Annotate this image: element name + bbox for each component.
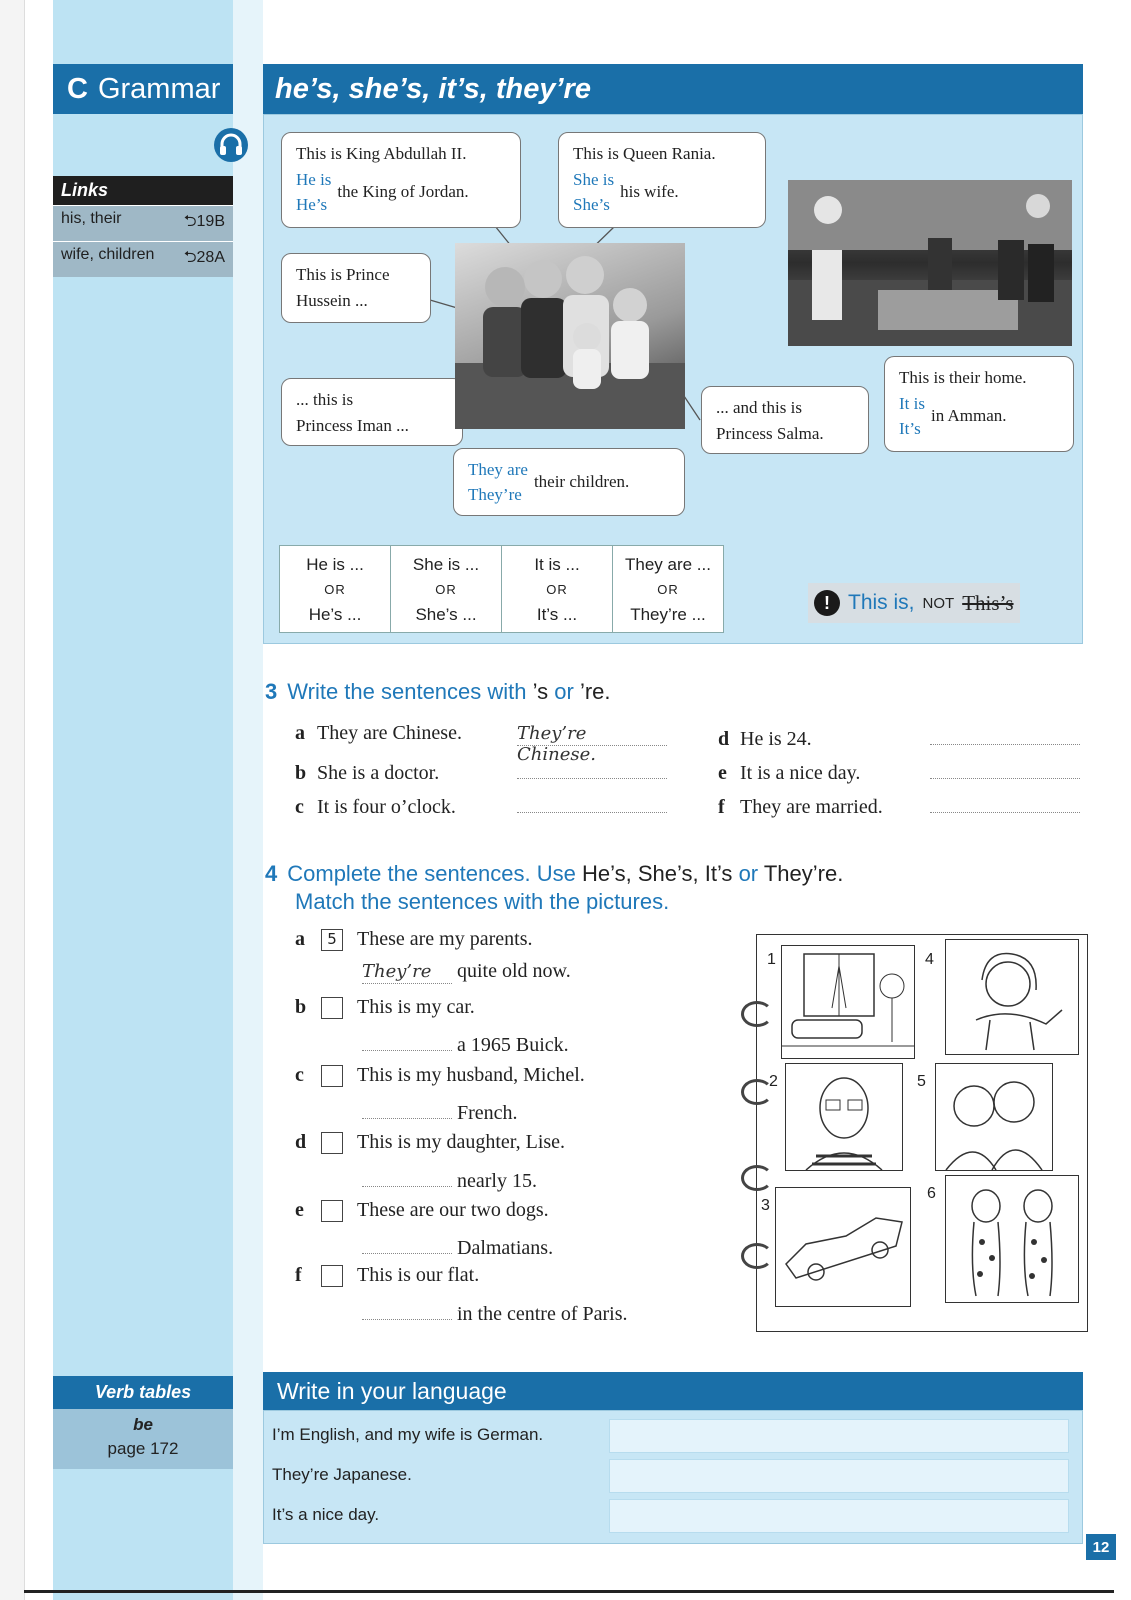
bubble-iman: ... this is Princess Iman ... [281,378,463,446]
ex4-answer-a[interactable]: They’re [362,961,452,984]
pictures-panel [756,934,1088,1332]
forms-cell-it: It is ... OR It’s ... [502,546,613,633]
ex3-item-f: f They are married. [718,790,1080,819]
link-label: wife, children [61,246,155,263]
home-photo [788,180,1072,346]
ex3-answer-a[interactable]: They’re Chinese. [517,723,667,746]
ex3-answer-b[interactable] [517,756,667,779]
picture-number: 6 [927,1185,936,1202]
section-letter: C [67,72,88,105]
ex4-box-c[interactable] [321,1065,343,1087]
binder-ring-icon [741,1001,773,1027]
picture-number: 5 [917,1073,926,1090]
note-box [808,583,1020,623]
ex3-item-c: c It is four o’clock. [295,790,667,819]
ex4-line-f: in the centre of Paris. [362,1297,628,1326]
circular-arrow-icon: ⮌ [183,249,197,266]
exercise3-title: 3 Write the sentences with ’s or ’re. [265,679,611,704]
ex4-item-f: f This is our flat. [295,1264,480,1286]
forms-cell-they: They are ... OR They’re ... [613,546,724,633]
link-ref: ⮌28A [183,249,225,266]
ex3-answer-d[interactable] [930,722,1080,745]
ex3-answer-c[interactable] [517,790,667,813]
link-ref: ⮌19B [183,213,225,230]
ex3-answer-f[interactable] [930,790,1080,813]
translation-field[interactable] [609,1459,1069,1493]
bubble-queen: This is Queen Rania. She is She’s his wife. [558,132,766,228]
ex4-box-e[interactable] [321,1200,343,1222]
ex4-box-a[interactable]: 5 [321,929,343,951]
picture-number: 4 [925,951,934,968]
ex4-item-e: e These are our two dogs. [295,1199,549,1221]
link-label: his, their [61,210,122,227]
forms-cell-he: He is ... OR He’s ... [280,546,391,633]
exercise4-title: 4 Complete the sentences. Use He’s, She’s, It’s or They’re. Match the sentences with the pictures. [265,861,844,914]
bubble-king: This is King Abdullah II. He is He’s the King of Jordan. [281,132,521,228]
ex4-line-c: French. [362,1096,518,1125]
picture-number: 2 [769,1073,778,1090]
page-number: 12 [1086,1534,1116,1560]
binder-ring-icon [741,1079,773,1105]
ex4-line-e: Dalmatians. [362,1231,553,1260]
ex3-item-d: d He is 24. [718,722,1080,751]
bubble-prince: This is Prince Hussein ... [281,253,431,323]
page-title-text: he’s, she’s, it’s, they’re [275,72,591,105]
write-in-language-title: Write in your language [263,1372,1083,1410]
ex4-box-b[interactable] [321,997,343,1019]
ex3-item-e: e It is a nice day. [718,756,1080,785]
ex4-box-f[interactable] [321,1265,343,1287]
bottom-rule [24,1590,1114,1593]
forms-cell-she: She is ... OR She’s ... [391,546,502,633]
ex4-line-d: nearly 15. [362,1164,537,1193]
ex4-answer-c[interactable] [362,1096,452,1119]
translation-prompt: I’m English, and my wife is German. [272,1425,544,1444]
circular-arrow-icon: ⮌ [183,213,197,230]
ex4-item-d: d This is my daughter, Lise. [295,1131,566,1153]
note-wrong: This’s [962,590,1014,615]
ex4-line-b: a 1965 Buick. [362,1028,569,1057]
ex4-item-b: b This is my car. [295,996,475,1018]
picture-daughter [945,939,1079,1055]
ex4-box-d[interactable] [321,1132,343,1154]
ex4-answer-b[interactable] [362,1028,452,1051]
picture-husband [785,1063,903,1171]
write-in-language-body [263,1410,1083,1544]
verb-tables-body [53,1409,233,1469]
bubble-children: They are They’re their children. [453,448,685,516]
picture-dogs [945,1175,1079,1303]
ex4-answer-f[interactable] [362,1297,452,1320]
ex4-item-c: c This is my husband, Michel. [295,1064,585,1086]
links-heading: Links [53,176,233,205]
picture-car [775,1187,911,1307]
binder-ring-icon [741,1243,773,1269]
verb-tables-heading: Verb tables [53,1376,233,1409]
picture-number: 1 [767,951,776,968]
exclamation-icon: ! [814,590,840,616]
ex4-answer-d[interactable] [362,1164,452,1187]
ex4-answer-e[interactable] [362,1231,452,1254]
picture-number: 3 [761,1197,770,1214]
verb-tables-box[interactable] [53,1376,233,1469]
translation-field[interactable] [609,1499,1069,1533]
picture-parents [935,1063,1053,1171]
family-photo [455,243,685,429]
ex4-item-a: a 5 These are my parents. [295,928,533,950]
ex4-line-a: They’re quite old now. [362,960,571,982]
translation-prompt: They’re Japanese. [272,1465,412,1484]
translation-prompt: It’s a nice day. [272,1505,380,1524]
bubble-salma: ... and this is Princess Salma. [701,386,869,454]
picture-flat [781,945,915,1059]
translation-field[interactable] [609,1419,1069,1453]
binder-ring-icon [741,1165,773,1191]
ex3-item-b: b She is a doctor. [295,756,667,785]
bubble-home: This is their home. It is It’s in Amman. [884,356,1074,452]
ex3-item-a: a They are Chinese. They’re Chinese. [295,722,667,746]
ex3-answer-e[interactable] [930,756,1080,779]
verb-page: page 172 [107,1439,179,1458]
forms-table [279,545,724,633]
section-name: Grammar [97,72,221,105]
note-not: NOT [922,594,955,612]
note-text: This is, [848,591,915,614]
verb-name: be [133,1415,153,1434]
